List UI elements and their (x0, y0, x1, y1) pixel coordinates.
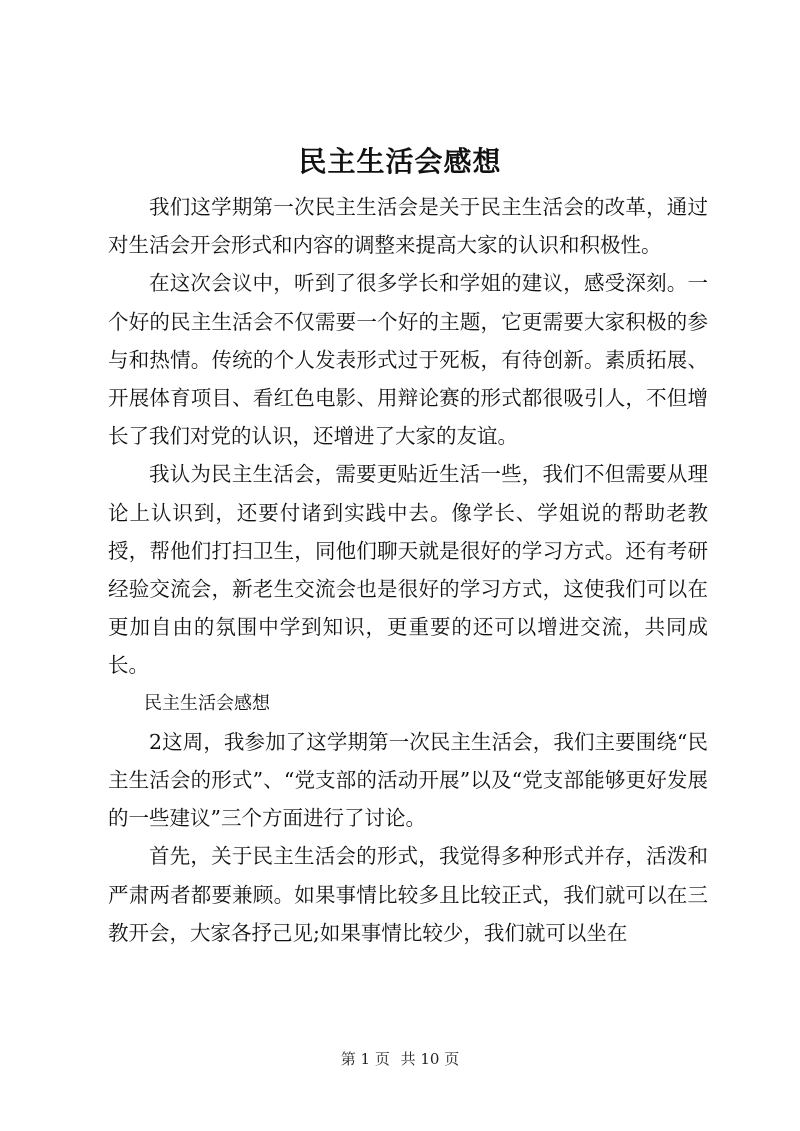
paragraph-1: 我们这学期第一次民主生活会是关于民主生活会的改革，通过对生活会开会形式和内容的调整来提高大家的认识和积极性。 (108, 195, 708, 258)
paragraph-3: 我认为民主生活会，需要更贴近生活一些，我们不但需要从理论上认识到，还要付诸到实践中去。像学长、学姐说的帮助老教授，帮他们打扫卫生，同他们聊天就是很好的学习方式。还有考研经验交流会，新老生交流会也是很好的学习方式，这使我们可以在更加自由的氛围中学到知识，更重要的还可以增进交流，共同成长。 (108, 462, 708, 678)
document-body (108, 188, 708, 952)
paragraph-5: 首先，关于民主生活会的形式，我觉得多种形式并存，活泼和严肃两者都要兼顾。如果事情比较多且比较正式，我们就可以在三教开会，大家各抒己见;如果事情比较少，我们就可以坐在 (108, 844, 708, 945)
page-total: 共 10 页 (400, 1050, 460, 1068)
paragraph-2: 在这次会议中，听到了很多学长和学姐的建议，感受深刻。一个好的民主生活会不仅需要一个好的主题，它更需要大家积极的参与和热情。传统的个人发表形式过于死板，有待创新。素质拓展、开展体育项目、看红色电影、用辩论赛的形式都很吸引人，不但增长了我们对党的认识，还增进了大家的友谊。 (108, 271, 708, 449)
paragraph-4: 2这周，我参加了这学期第一次民主生活会，我们主要围绕“民主生活会的形式”、“党支部的活动开展”以及“党支部能够更好发展的一些建议”三个方面进行了讨论。 (108, 729, 708, 831)
page-footer (0, 1048, 800, 1069)
section-subtitle: 民主生活会感想 (144, 692, 270, 714)
document-title: 民主生活会感想 (298, 145, 502, 178)
page-number: 第 1 页 (340, 1050, 390, 1068)
